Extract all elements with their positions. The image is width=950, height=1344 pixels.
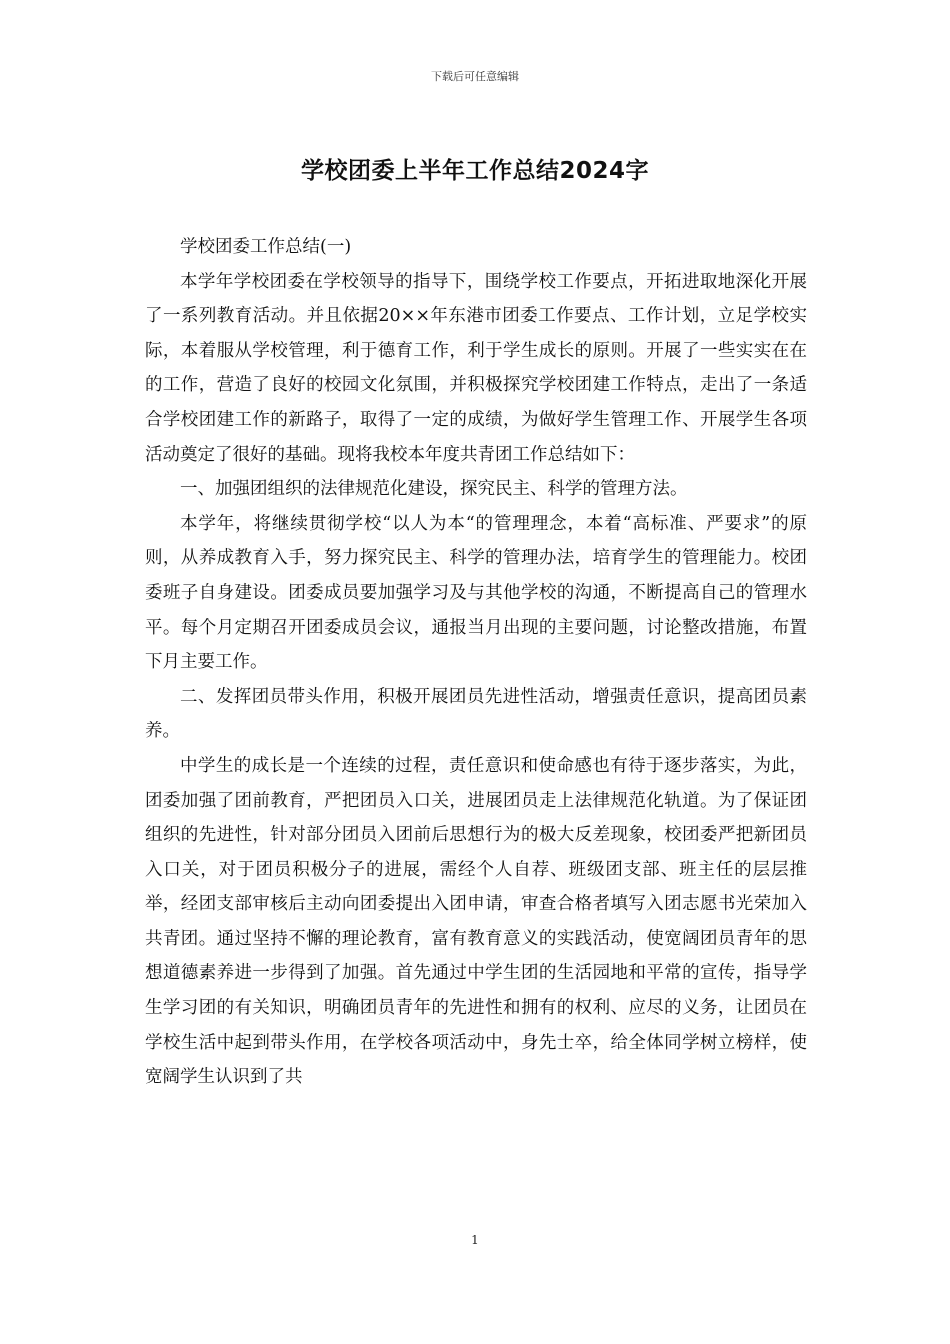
paragraph: 本学年，将继续贯彻学校“以人为本“的管理理念，本着“高标准、严要求”的原则，从养成教育入手，努力探究民主、科学的管理办法，培育学生的管理能力。校团委班子自身建设。团委成员要加强学习及与其他学校的沟通，不断提高自己的管理水平。每个月定期召开团委成员会议，通报当月出现的主要问题，讨论整改措施，布置下月主要工作。: [145, 513, 807, 673]
document-title: 学校团委上半年工作总结2024字: [300, 158, 649, 184]
section-heading: 学校团委工作总结(一): [180, 237, 352, 257]
paragraph: 中学生的成长是一个连续的过程，责任意识和使命感也有待于逐步落实，为此，团委加强了团前教育，严把团员入口关，进展团员走上法律规范化轨道。为了保证团组织的先进性，针对部分团员入团前后思想行为的极大反差现象，校团委严把新团员入口关，对于团员积极分子的进展，需经个人自荐、班级团支部、班主任的层层推举，经团支部审核后主动向团委提出入团申请，审查合格者填写入团志愿书光荣加入共青团。通过坚持不懈的理论教育，富有教育意义的实践活动，使宽阔团员青年的思想道德素养进一步得到了加强。首先通过中学生团的生活园地和平常的宣传，指导学生学习团的有关知识，明确团员青年的先进性和拥有的权利、应尽的义务，让团员在学校生活中起到带头作用，在学校各项活动中，身先士卒，给全体同学树立榜样，使宽阔学生认识到了共: [145, 755, 807, 1088]
header-note: 下载后可任意编辑: [431, 70, 519, 83]
section-heading: 一、加强团组织的法律规范化建设，探究民主、科学的管理方法。: [180, 479, 688, 500]
paragraph: 本学年学校团委在学校领导的指导下，围绕学校工作要点，开拓进取地深化开展了一系列教育活动。并且依据20××年东港市团委工作要点、工作计划，立足学校实际，本着服从学校管理，利于德育工作，利于学生成长的原则。开展了一些实实在在的工作，营造了良好的校园文化氛围，并积极探究学校团建工作特点，走出了一条适合学校团建工作的新路子，取得了一定的成绩，为做好学生管理工作、开展学生各项活动奠定了很好的基础。现将我校本年度共青团工作总结如下：: [145, 271, 807, 465]
document-body: [145, 230, 807, 1095]
section-heading: 二、发挥团员带头作用，积极开展团员先进性活动，增强责任意识，提高团员素养。: [145, 686, 807, 742]
page-number: 1: [471, 1233, 479, 1247]
